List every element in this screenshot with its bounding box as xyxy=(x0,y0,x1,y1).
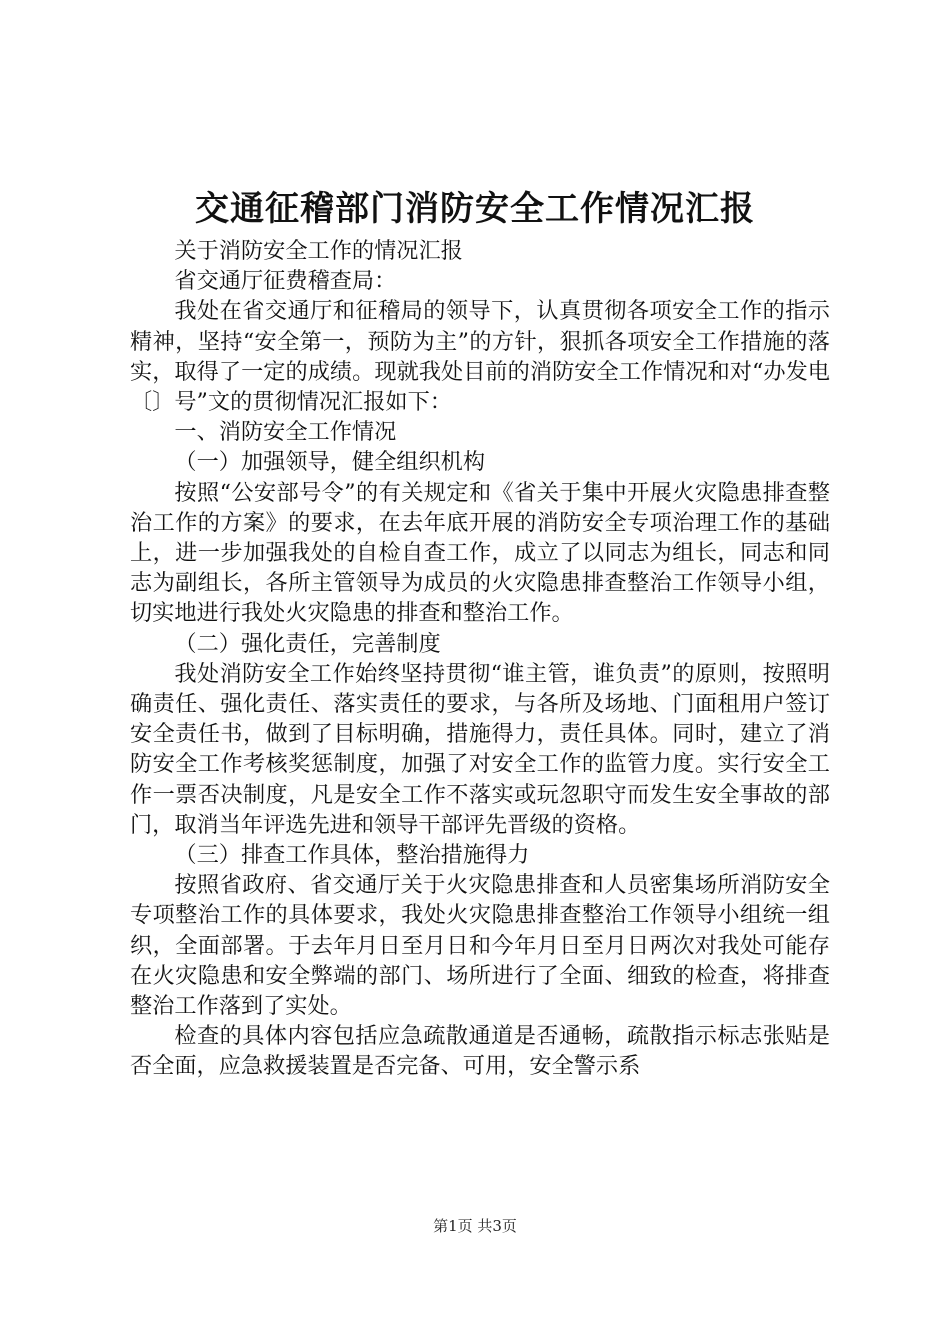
section-heading: 一、消防安全工作情况 xyxy=(174,419,397,446)
body-paragraph: 检查的具体内容包括应急疏散通道是否通畅，疏散指示标志张贴是否全面，应急救援装置是否完备、可用，安全警示系 xyxy=(130,1023,830,1080)
document-title: 交通征稽部门消防安全工作情况汇报 xyxy=(195,189,755,229)
subsection-heading: （二）强化责任，完善制度 xyxy=(174,630,441,657)
subsection-heading: （三）排查工作具体，整治措施得力 xyxy=(174,842,530,869)
page-footer: 第1页 共3页 xyxy=(433,1217,517,1235)
body-paragraph: 按照“公安部号令”的有关规定和《省关于集中开展火灾隐患排查整治工作的方案》的要求，在去年底开展的消防安全专项治理工作的基础上，进一步加强我处的自检自查工作，成立了以同志为组长，同志和同志为副组长，各所主管领导为成员的火灾隐患排查整治工作领导小组，切实地进行我处火灾隐患的排查和整治工作。 xyxy=(130,479,830,627)
body-paragraph: 我处消防安全工作始终坚持贯彻“谁主管，谁负责”的原则，按照明确责任、强化责任、落实责任的要求，与各所及场地、门面租用户签订安全责任书，做到了目标明确，措施得力，责任具体。同时，建立了消防安全工作考核奖惩制度，加强了对安全工作的监管力度。实行安全工作一票否决制度，凡是安全工作不落实或玩忽职守而发生安全事故的部门，取消当年评选先进和领导干部评先晋级的资格。 xyxy=(130,660,830,838)
recipient-line: 省交通厅征费稽查局： xyxy=(174,268,397,295)
subject-line: 关于消防安全工作的情况汇报 xyxy=(174,238,463,264)
intro-paragraph: 我处在省交通厅和征稽局的领导下，认真贯彻各项安全工作的指示精神，坚持“安全第一，预防为主”的方针，狠抓各项安全工作措施的落实，取得了一定的成绩。现就我处目前的消防安全工作情况和对“办发电〔〕号”文的贯彻情况汇报如下： xyxy=(130,298,830,416)
subsection-heading: （一）加强领导，健全组织机构 xyxy=(174,449,486,476)
body-paragraph: 按照省政府、省交通厅关于火灾隐患排查和人员密集场所消防安全专项整治工作的具体要求，我处火灾隐患排查整治工作领导小组统一组织，全面部署。于去年月日至月日和今年月日至月日两次对我处可能存在火灾隐患和安全弊端的部门、场所进行了全面、细致的检查，将排查整治工作落到了实处。 xyxy=(130,872,830,1020)
document-body xyxy=(130,236,830,1082)
